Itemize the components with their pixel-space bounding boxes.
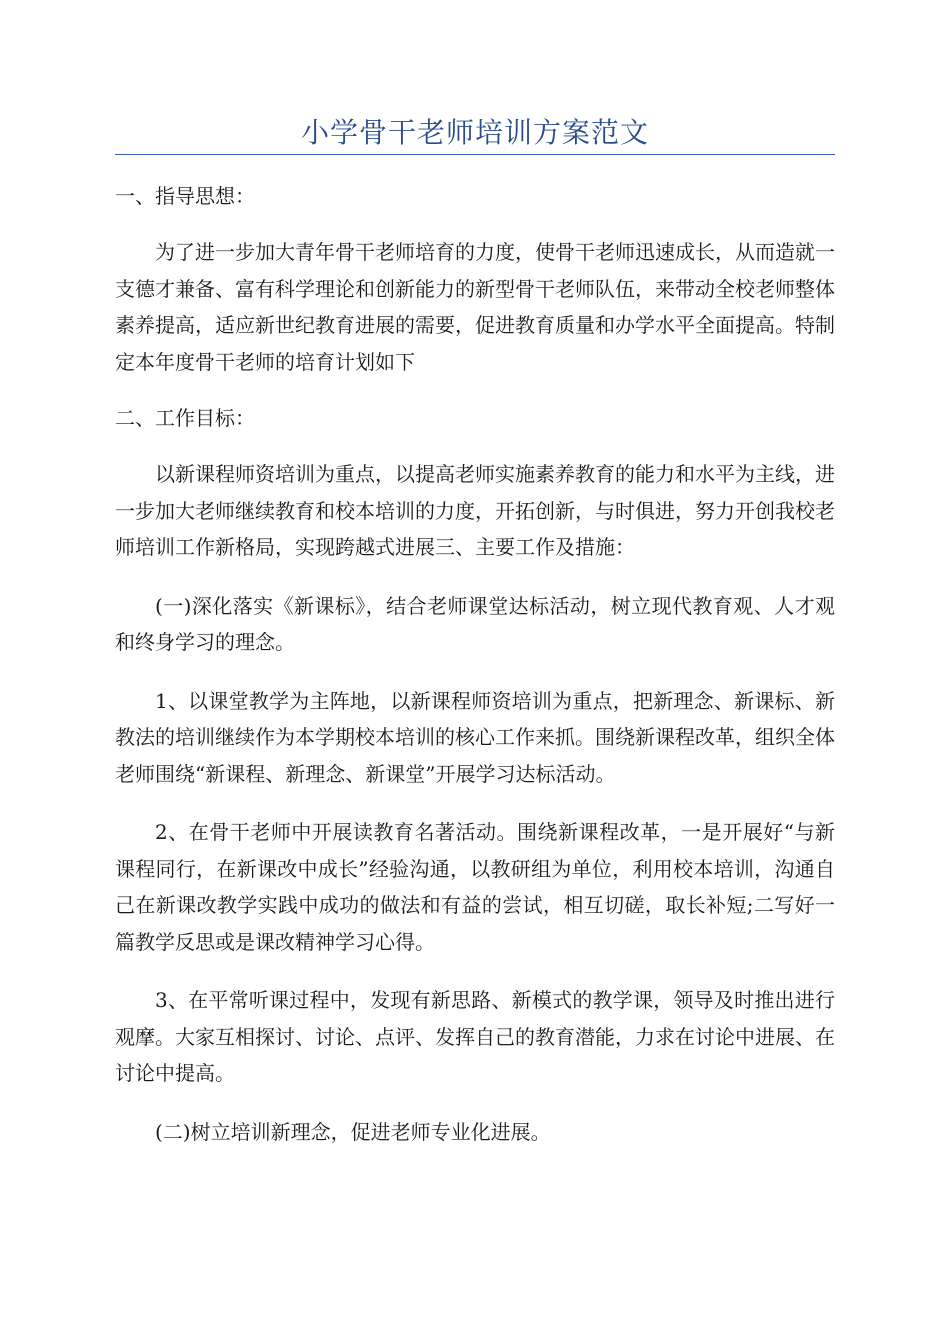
title-underline [115, 154, 835, 155]
document-body [115, 178, 835, 1150]
paragraph-subsection-one: (一)深化落实《新课标》，结合老师课堂达标活动，树立现代教育观、人才观和终身学习的理念。 [115, 593, 835, 654]
document-title: 小学骨干老师培训方案范文 [300, 116, 649, 149]
paragraph-item-two: 2、在骨干老师中开展读教育名著活动。围绕新课程改革，一是开展好“与新课程同行，在新课改中成长”经验沟通，以教研组为单位，利用校本培训，沟通自己在新课改教学实践中成功的做法和有益的尝试，相互切磋，取长补短;二写好一篇教学反思或是课改精神学习心得。 [115, 820, 835, 954]
section-heading-guiding-ideology: 一、指导思想： [115, 184, 255, 208]
section-heading-work-goals: 二、工作目标： [115, 406, 255, 430]
paragraph-subsection-two: (二)树立培训新理念，促进老师专业化进展。 [155, 1119, 551, 1144]
paragraph-work-goals: 以新课程师资培训为重点，以提高老师实施素养教育的能力和水平为主线，进一步加大老师继续教育和校本培训的力度，开拓创新，与时俱进，努力开创我校老师培训工作新格局，实现跨越式进展三、主要工作及措施： [115, 462, 835, 559]
paragraph-guiding-ideology: 为了进一步加大青年骨干老师培育的力度，使骨干老师迅速成长，从而造就一支德才兼备、富有科学理论和创新能力的新型骨干老师队伍，来带动全校老师整体素养提高，适应新世纪教育进展的需要，促进教育质量和办学水平全面提高。特制定本年度骨干老师的培育计划如下 [115, 240, 835, 374]
paragraph-item-one: 1、以课堂教学为主阵地，以新课程师资培训为重点，把新理念、新课标、新教法的培训继续作为本学期校本培训的核心工作来抓。围绕新课程改革，组织全体老师围绕“新课程、新理念、新课堂”开展学习达标活动。 [115, 688, 835, 786]
paragraph-item-three: 3、在平常听课过程中，发现有新思路、新模式的教学课，领导及时推出进行观摩。大家互相探讨、讨论、点评、发挥自己的教育潜能，力求在讨论中进展、在讨论中提高。 [115, 988, 835, 1085]
